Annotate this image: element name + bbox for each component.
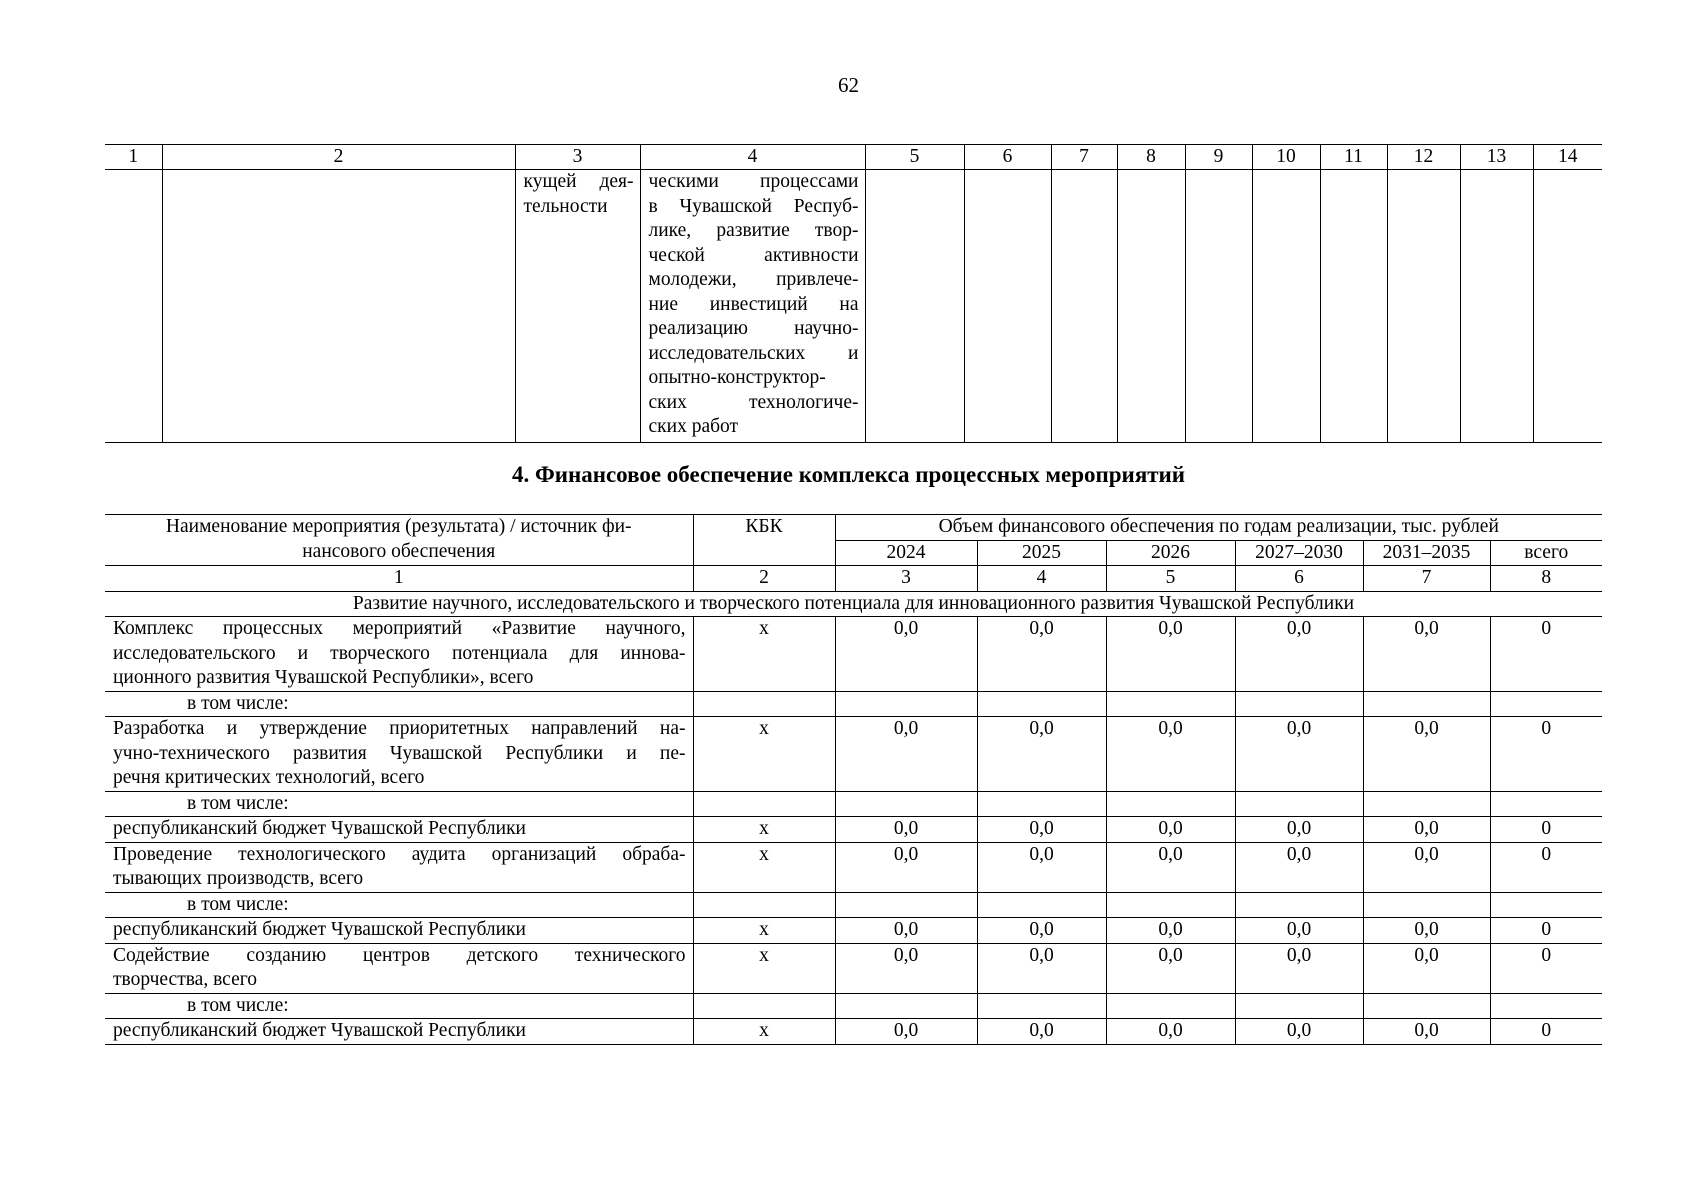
cell-col-7	[1051, 170, 1117, 443]
row-name	[105, 943, 693, 993]
cell-line: опытно-конструктор-	[648, 367, 826, 388]
row-value: 0,0	[1235, 817, 1363, 843]
row-value: 0,0	[1235, 943, 1363, 993]
header-col-14: 14	[1533, 145, 1602, 170]
row-value: 0	[1490, 817, 1602, 843]
row-value	[835, 791, 977, 817]
row-kbk	[693, 892, 835, 918]
header-col-9: 9	[1185, 145, 1252, 170]
header-col-1: 1	[105, 145, 162, 170]
cell-line: в Чувашской Респуб-	[648, 195, 859, 217]
header-name-line: Наименование мероприятия (результата) / источник фи-	[165, 516, 632, 537]
row-value	[1363, 791, 1490, 817]
header-col-3: 3	[515, 145, 640, 170]
row-value: 0	[1490, 943, 1602, 993]
row-name	[105, 1019, 693, 1045]
financing-row	[105, 617, 1602, 692]
header-year: 2026	[1106, 540, 1235, 566]
row-value	[1106, 691, 1235, 717]
continuation-table	[105, 144, 1602, 443]
financing-table	[105, 514, 1602, 1045]
row-value: 0	[1490, 717, 1602, 792]
financing-row	[105, 842, 1602, 892]
header-col-5: 5	[865, 145, 964, 170]
row-kbk	[693, 691, 835, 717]
header-col-number: 2	[693, 566, 835, 592]
row-value: 0,0	[1106, 1019, 1235, 1045]
row-name-line: учно-технического развития Чувашской Республики и пе-	[113, 742, 686, 764]
cell-col-3	[515, 170, 640, 443]
row-value: 0,0	[1106, 842, 1235, 892]
financing-row	[105, 918, 1602, 944]
row-value: 0,0	[1106, 918, 1235, 944]
header-col-number: 5	[1106, 566, 1235, 592]
row-value	[1490, 691, 1602, 717]
header-year: 2024	[835, 540, 977, 566]
row-name-line: речня критических технологий, всего	[113, 767, 425, 788]
continuation-table-header-row	[105, 145, 1602, 170]
row-value: 0,0	[1106, 717, 1235, 792]
row-value	[1235, 993, 1363, 1019]
row-name-line: ционного развития Чувашской Республики», всего	[113, 667, 534, 688]
group-title-row	[105, 591, 1602, 617]
row-value: 0,0	[977, 943, 1106, 993]
row-name-line: творчества, всего	[113, 969, 257, 990]
cell-line: ние инвестиций на	[648, 293, 859, 315]
row-kbk: х	[693, 617, 835, 692]
row-value: 0,0	[1235, 717, 1363, 792]
financing-row	[105, 717, 1602, 792]
row-value	[835, 691, 977, 717]
row-value: 0,0	[1235, 842, 1363, 892]
row-value: 0,0	[835, 617, 977, 692]
row-value: 0,0	[977, 842, 1106, 892]
header-col-8: 8	[1117, 145, 1185, 170]
cell-col-9	[1185, 170, 1252, 443]
row-value	[1235, 892, 1363, 918]
row-kbk	[693, 791, 835, 817]
row-value	[1363, 691, 1490, 717]
header-col-4: 4	[640, 145, 865, 170]
row-name	[105, 817, 693, 843]
row-value: 0,0	[1106, 817, 1235, 843]
row-name-line: республиканский бюджет Чувашской Республики	[113, 1020, 526, 1041]
row-value: 0,0	[1106, 943, 1235, 993]
cell-col-11	[1320, 170, 1387, 443]
cell-col-1	[105, 170, 162, 443]
row-value: 0	[1490, 918, 1602, 944]
row-name-line: в том числе:	[187, 893, 289, 915]
row-name	[105, 617, 693, 692]
subtotal-label-row	[105, 892, 1602, 918]
financing-row	[105, 1019, 1602, 1045]
row-name-line: Комплекс процессных мероприятий «Развитие научного,	[113, 618, 686, 639]
financing-header-numbers-row	[105, 566, 1602, 592]
header-kbk: КБК	[693, 515, 835, 566]
cell-line: молодежи, привлече-	[648, 269, 859, 290]
row-value: 0,0	[1235, 1019, 1363, 1045]
cell-line: исследовательских и	[648, 342, 859, 364]
cell-col-13	[1460, 170, 1533, 443]
subtotal-label-row	[105, 691, 1602, 717]
row-value: 0,0	[977, 918, 1106, 944]
header-col-13: 13	[1460, 145, 1533, 170]
row-value: 0,0	[977, 817, 1106, 843]
header-col-2: 2	[162, 145, 515, 170]
row-value: 0	[1490, 617, 1602, 692]
cell-col-6	[964, 170, 1051, 443]
row-name-line: Содействие созданию центров детского технического	[113, 944, 686, 966]
cell-col-5	[865, 170, 964, 443]
header-name-line: нансового обеспечения	[302, 540, 496, 562]
row-kbk	[693, 993, 835, 1019]
row-name	[105, 918, 693, 944]
row-value	[835, 892, 977, 918]
row-kbk: х	[693, 717, 835, 792]
row-value: 0	[1490, 842, 1602, 892]
row-name	[105, 717, 693, 792]
cell-line: лике, развитие твор-	[648, 220, 859, 241]
row-value: 0,0	[1106, 617, 1235, 692]
header-col-number: 6	[1235, 566, 1363, 592]
row-name-line: в том числе:	[187, 792, 289, 814]
row-value: 0,0	[977, 717, 1106, 792]
continuation-table-body-row	[105, 170, 1602, 443]
subtotal-label-row	[105, 791, 1602, 817]
row-value	[977, 691, 1106, 717]
row-name-line: в том числе:	[187, 692, 289, 714]
row-name	[105, 791, 693, 817]
header-col-11: 11	[1320, 145, 1387, 170]
row-value: 0,0	[977, 617, 1106, 692]
group-title: Развитие научного, исследовательского и творческого потенциала для инновационного развития Чувашской Республики	[105, 591, 1602, 617]
header-year: 2027–2030	[1235, 540, 1363, 566]
row-value	[1490, 993, 1602, 1019]
cell-line: кущей дея-	[523, 171, 634, 192]
row-value: 0,0	[1363, 817, 1490, 843]
financing-row	[105, 817, 1602, 843]
row-value	[1490, 791, 1602, 817]
header-col-6: 6	[964, 145, 1051, 170]
row-value: 0,0	[1235, 918, 1363, 944]
cell-col-10	[1252, 170, 1320, 443]
row-value: 0,0	[1363, 842, 1490, 892]
subtotal-label-row	[105, 993, 1602, 1019]
header-col-number: 3	[835, 566, 977, 592]
row-name-line: Проведение технологического аудита организаций обраба-	[113, 843, 686, 865]
row-value: 0,0	[835, 817, 977, 843]
header-col-number: 1	[105, 566, 693, 592]
row-value: 0,0	[1363, 617, 1490, 692]
row-value: 0,0	[1363, 943, 1490, 993]
row-kbk: х	[693, 817, 835, 843]
cell-line: ческой активности	[648, 244, 859, 266]
row-kbk: х	[693, 1019, 835, 1045]
header-col-number: 7	[1363, 566, 1490, 592]
header-col-number: 8	[1490, 566, 1602, 592]
cell-line: ских работ	[648, 416, 739, 437]
header-col-12: 12	[1387, 145, 1460, 170]
row-value	[1490, 892, 1602, 918]
row-value: 0,0	[1363, 1019, 1490, 1045]
row-kbk: х	[693, 842, 835, 892]
row-value: 0,0	[835, 943, 977, 993]
row-value: 0,0	[1363, 717, 1490, 792]
row-name-line: республиканский бюджет Чувашской Республики	[113, 919, 526, 940]
row-value	[1235, 691, 1363, 717]
financing-header-row-1	[105, 515, 1602, 541]
row-name	[105, 842, 693, 892]
row-name-line: республиканский бюджет Чувашской Республики	[113, 818, 526, 839]
row-kbk: х	[693, 943, 835, 993]
row-name	[105, 993, 693, 1019]
header-col-number: 4	[977, 566, 1106, 592]
row-value	[1106, 791, 1235, 817]
row-name	[105, 892, 693, 918]
row-value	[977, 791, 1106, 817]
header-volume: Объем финансового обеспечения по годам реализации, тыс. рублей	[835, 515, 1602, 541]
cell-col-8	[1117, 170, 1185, 443]
row-value	[1106, 892, 1235, 918]
row-value	[977, 892, 1106, 918]
header-col-10: 10	[1252, 145, 1320, 170]
cell-col-4	[640, 170, 865, 443]
row-name-line: Разработка и утверждение приоритетных направлений на-	[113, 718, 686, 739]
cell-col-14	[1533, 170, 1602, 443]
row-value: 0,0	[1235, 617, 1363, 692]
header-name-source	[105, 515, 693, 566]
row-value: 0,0	[977, 1019, 1106, 1045]
row-kbk: х	[693, 918, 835, 944]
cell-line: тельности	[523, 195, 608, 217]
row-value	[977, 993, 1106, 1019]
row-value: 0	[1490, 1019, 1602, 1045]
row-name-line: в том числе:	[187, 994, 289, 1016]
row-value: 0,0	[1363, 918, 1490, 944]
row-name-line: тывающих производств, всего	[113, 868, 364, 889]
cell-col-12	[1387, 170, 1460, 443]
financing-row	[105, 943, 1602, 993]
header-col-7: 7	[1051, 145, 1117, 170]
cell-line: ческими процессами	[648, 171, 859, 192]
row-name	[105, 691, 693, 717]
cell-col-2	[162, 170, 515, 443]
cell-line: реализацию научно-	[648, 318, 859, 339]
row-value: 0,0	[835, 842, 977, 892]
header-year: 2031–2035	[1363, 540, 1490, 566]
row-value	[1106, 993, 1235, 1019]
row-value	[835, 993, 977, 1019]
row-value: 0,0	[835, 717, 977, 792]
row-name-line: исследовательского и творческого потенциала для иннова-	[113, 642, 686, 664]
page-number: 62	[838, 73, 859, 97]
header-year: 2025	[977, 540, 1106, 566]
cell-line: ских технологиче-	[648, 391, 859, 413]
header-year: всего	[1490, 540, 1602, 566]
row-value	[1235, 791, 1363, 817]
section-title: 4. Финансовое обеспечение комплекса процессных мероприятий	[511, 462, 1186, 487]
row-value: 0,0	[835, 918, 977, 944]
row-value	[1363, 892, 1490, 918]
row-value: 0,0	[835, 1019, 977, 1045]
row-value	[1363, 993, 1490, 1019]
